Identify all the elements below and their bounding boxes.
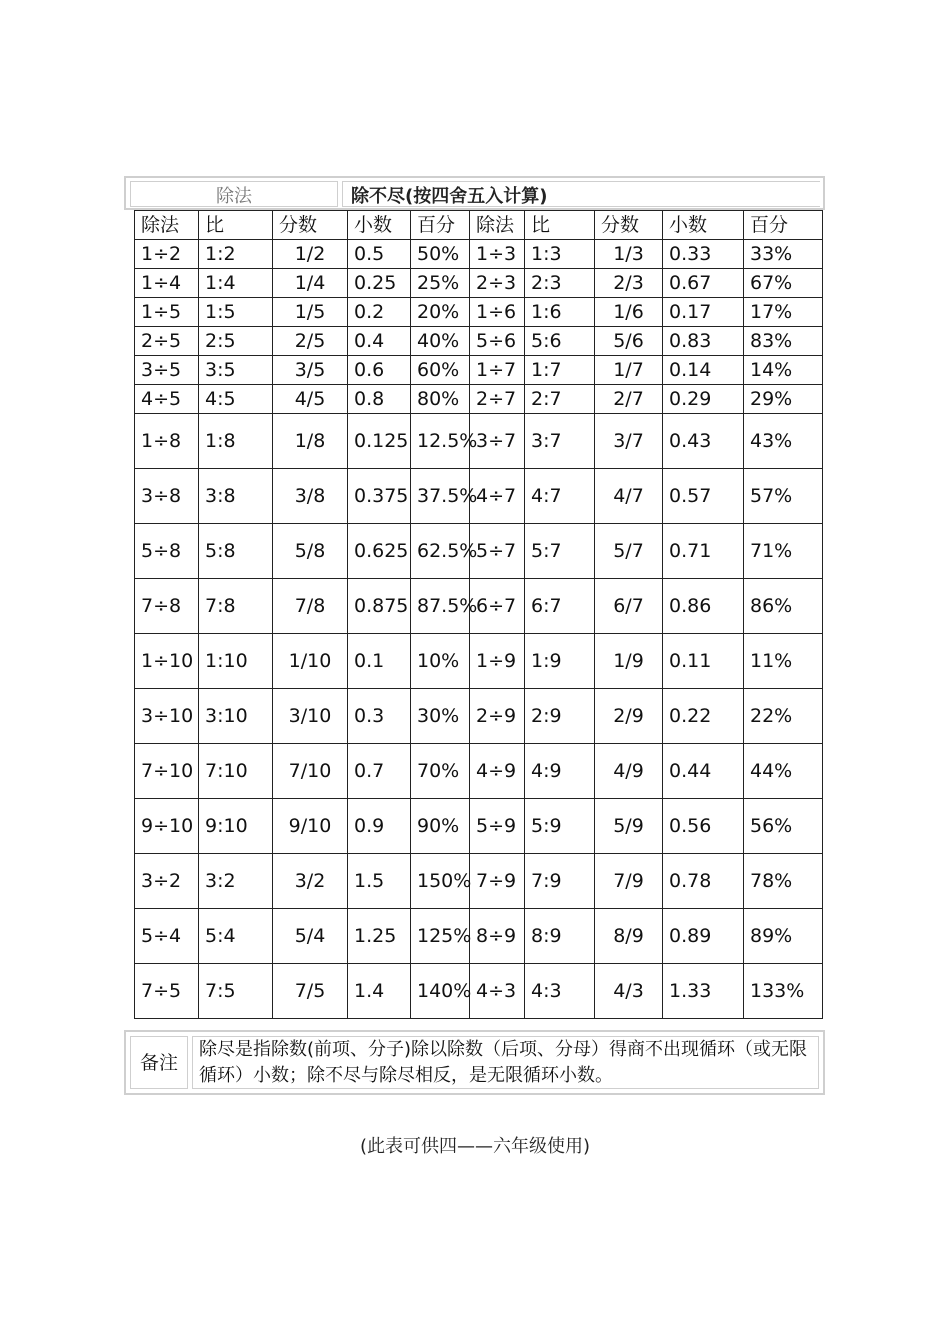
table-cell: 1:2 [199, 240, 273, 269]
table-cell: 0.71 [663, 524, 744, 579]
table-cell: 5÷7 [470, 524, 525, 579]
header-cell: 百分 [411, 211, 470, 240]
table-row [135, 744, 823, 799]
table-row [135, 327, 823, 356]
table-cell: 5÷9 [470, 799, 525, 854]
table-cell: 0.2 [348, 298, 411, 327]
table-cell: 0.56 [663, 799, 744, 854]
table-cell: 3÷10 [135, 689, 199, 744]
table-cell: 1÷10 [135, 634, 199, 689]
table-cell: 3/8 [273, 469, 348, 524]
table-cell: 70% [411, 744, 470, 799]
header-cell: 小数 [348, 211, 411, 240]
table-cell: 7/5 [273, 964, 348, 1019]
table-cell: 3÷2 [135, 854, 199, 909]
table-cell: 0.43 [663, 414, 744, 469]
table-cell: 44% [744, 744, 823, 799]
table-cell: 5:9 [525, 799, 595, 854]
table-cell: 3:7 [525, 414, 595, 469]
table-cell: 4:9 [525, 744, 595, 799]
table-cell: 1/6 [595, 298, 663, 327]
table-cell: 7÷5 [135, 964, 199, 1019]
table-cell: 0.375 [348, 469, 411, 524]
table-cell: 4/7 [595, 469, 663, 524]
table-cell: 3÷7 [470, 414, 525, 469]
table-cell: 5/9 [595, 799, 663, 854]
table-cell: 56% [744, 799, 823, 854]
table-cell: 7/9 [595, 854, 663, 909]
table-cell: 0.25 [348, 269, 411, 298]
table-cell: 4:3 [525, 964, 595, 1019]
table-row [135, 414, 823, 469]
table-cell: 37.5% [411, 469, 470, 524]
table-cell: 20% [411, 298, 470, 327]
table-row [135, 854, 823, 909]
table-cell: 8÷9 [470, 909, 525, 964]
table-cell: 30% [411, 689, 470, 744]
table-cell: 0.6 [348, 356, 411, 385]
table-cell: 17% [744, 298, 823, 327]
table-cell: 89% [744, 909, 823, 964]
table-row [135, 269, 823, 298]
table-cell: 1/5 [273, 298, 348, 327]
table-cell: 3/10 [273, 689, 348, 744]
table-cell: 1/10 [273, 634, 348, 689]
table-cell: 8:9 [525, 909, 595, 964]
table-cell: 0.7 [348, 744, 411, 799]
table-cell: 0.44 [663, 744, 744, 799]
table-cell: 2/9 [595, 689, 663, 744]
table-row [135, 469, 823, 524]
table-cell: 7:9 [525, 854, 595, 909]
table-row [135, 240, 823, 269]
table-row [135, 689, 823, 744]
header-cell: 比 [199, 211, 273, 240]
table-cell: 7÷10 [135, 744, 199, 799]
table-cell: 3/7 [595, 414, 663, 469]
table-cell: 1÷5 [135, 298, 199, 327]
table-cell: 1/4 [273, 269, 348, 298]
table-cell: 1÷3 [470, 240, 525, 269]
table-cell: 3÷5 [135, 356, 199, 385]
table-cell: 3:5 [199, 356, 273, 385]
table-cell: 4÷9 [470, 744, 525, 799]
table-cell: 83% [744, 327, 823, 356]
table-cell: 7÷9 [470, 854, 525, 909]
table-cell: 5÷8 [135, 524, 199, 579]
table-cell: 25% [411, 269, 470, 298]
table-cell: 2/3 [595, 269, 663, 298]
table-cell: 7:5 [199, 964, 273, 1019]
table-row [135, 579, 823, 634]
table-cell: 1÷7 [470, 356, 525, 385]
table-cell: 133% [744, 964, 823, 1019]
table-cell: 78% [744, 854, 823, 909]
table-cell: 0.1 [348, 634, 411, 689]
table-cell: 2÷9 [470, 689, 525, 744]
header-cell: 小数 [663, 211, 744, 240]
table-cell: 2÷7 [470, 385, 525, 414]
table-cell: 6÷7 [470, 579, 525, 634]
table-cell: 4/5 [273, 385, 348, 414]
table-cell: 3:8 [199, 469, 273, 524]
table-cell: 0.86 [663, 579, 744, 634]
table-cell: 6/7 [595, 579, 663, 634]
table-cell: 7/10 [273, 744, 348, 799]
header-cell: 分数 [595, 211, 663, 240]
table-cell: 62.5% [411, 524, 470, 579]
table-row [135, 524, 823, 579]
table-cell: 71% [744, 524, 823, 579]
table-cell: 43% [744, 414, 823, 469]
table-cell: 1.4 [348, 964, 411, 1019]
table-cell: 9÷10 [135, 799, 199, 854]
table-cell: 1÷8 [135, 414, 199, 469]
table-cell: 67% [744, 269, 823, 298]
header-cell: 比 [525, 211, 595, 240]
header-cell: 百分 [744, 211, 823, 240]
header-cell: 分数 [273, 211, 348, 240]
table-cell: 0.89 [663, 909, 744, 964]
table-cell: 0.67 [663, 269, 744, 298]
table-cell: 150% [411, 854, 470, 909]
table-cell: 0.83 [663, 327, 744, 356]
table-cell: 0.29 [663, 385, 744, 414]
table-cell: 1:8 [199, 414, 273, 469]
table-cell: 0.875 [348, 579, 411, 634]
table-cell: 2:3 [525, 269, 595, 298]
table-cell: 6:7 [525, 579, 595, 634]
table-cell: 12.5% [411, 414, 470, 469]
table-cell: 3:10 [199, 689, 273, 744]
table-cell: 1:4 [199, 269, 273, 298]
table-cell: 60% [411, 356, 470, 385]
table-cell: 125% [411, 909, 470, 964]
table-cell: 1:5 [199, 298, 273, 327]
table-cell: 5:4 [199, 909, 273, 964]
table-cell: 14% [744, 356, 823, 385]
table-row [135, 298, 823, 327]
title-divisible: 除法 [130, 181, 338, 207]
table-cell: 1.5 [348, 854, 411, 909]
header-cell: 除法 [135, 211, 199, 240]
table-cell: 2÷3 [470, 269, 525, 298]
table-cell: 0.4 [348, 327, 411, 356]
table-cell: 33% [744, 240, 823, 269]
table-row [135, 634, 823, 689]
table-cell: 4/3 [595, 964, 663, 1019]
table-cell: 1:9 [525, 634, 595, 689]
table-cell: 22% [744, 689, 823, 744]
table-cell: 50% [411, 240, 470, 269]
table-cell: 0.9 [348, 799, 411, 854]
table-row [135, 964, 823, 1019]
table-cell: 0.125 [348, 414, 411, 469]
table-cell: 4:5 [199, 385, 273, 414]
note-band [124, 1030, 825, 1095]
table-cell: 8/9 [595, 909, 663, 964]
header-row [135, 211, 823, 240]
table-cell: 0.14 [663, 356, 744, 385]
table-cell: 0.33 [663, 240, 744, 269]
table-cell: 1/9 [595, 634, 663, 689]
header-cell: 除法 [470, 211, 525, 240]
table-cell: 7:8 [199, 579, 273, 634]
table-cell: 7÷8 [135, 579, 199, 634]
table-cell: 90% [411, 799, 470, 854]
table-cell: 0.3 [348, 689, 411, 744]
table-cell: 1:10 [199, 634, 273, 689]
table-cell: 5/7 [595, 524, 663, 579]
table-cell: 1:7 [525, 356, 595, 385]
table-cell: 1.33 [663, 964, 744, 1019]
table-cell: 4:7 [525, 469, 595, 524]
table-cell: 5÷6 [470, 327, 525, 356]
table-cell: 1÷2 [135, 240, 199, 269]
table-cell: 10% [411, 634, 470, 689]
table-cell: 0.8 [348, 385, 411, 414]
table-cell: 1÷9 [470, 634, 525, 689]
table-cell: 40% [411, 327, 470, 356]
table-cell: 7/8 [273, 579, 348, 634]
table-cell: 1/3 [595, 240, 663, 269]
conversion-table [134, 210, 823, 1019]
table-cell: 1÷6 [470, 298, 525, 327]
table-row [135, 909, 823, 964]
table-cell: 3:2 [199, 854, 273, 909]
table-cell: 4÷3 [470, 964, 525, 1019]
table-cell: 5/4 [273, 909, 348, 964]
table-cell: 2:9 [525, 689, 595, 744]
table-cell: 5/8 [273, 524, 348, 579]
table-cell: 140% [411, 964, 470, 1019]
table-row [135, 799, 823, 854]
table-title-band [124, 176, 825, 210]
footer-note: (此表可供四——六年级使用) [359, 1136, 591, 1157]
table-row [135, 385, 823, 414]
table-cell: 0.5 [348, 240, 411, 269]
table-cell: 5:7 [525, 524, 595, 579]
table-cell: 0.625 [348, 524, 411, 579]
table-cell: 2/5 [273, 327, 348, 356]
table-cell: 80% [411, 385, 470, 414]
table-cell: 1/7 [595, 356, 663, 385]
note-label: 备注 [130, 1036, 188, 1089]
table-cell: 9/10 [273, 799, 348, 854]
table-cell: 1÷4 [135, 269, 199, 298]
table-cell: 4/9 [595, 744, 663, 799]
table-cell: 3/5 [273, 356, 348, 385]
table-row [135, 356, 823, 385]
table-cell: 57% [744, 469, 823, 524]
table-cell: 5:6 [525, 327, 595, 356]
table-cell: 1.25 [348, 909, 411, 964]
table-cell: 2:7 [525, 385, 595, 414]
table-cell: 9:10 [199, 799, 273, 854]
title-not-divisible: 除不尽(按四舍五入计算) [342, 181, 820, 207]
table-cell: 3/2 [273, 854, 348, 909]
table-cell: 5:8 [199, 524, 273, 579]
table-cell: 2:5 [199, 327, 273, 356]
table-cell: 11% [744, 634, 823, 689]
table-cell: 0.78 [663, 854, 744, 909]
table-cell: 2/7 [595, 385, 663, 414]
table-cell: 1:3 [525, 240, 595, 269]
table-cell: 1/2 [273, 240, 348, 269]
table-cell: 0.57 [663, 469, 744, 524]
table-cell: 4÷5 [135, 385, 199, 414]
table-cell: 0.11 [663, 634, 744, 689]
table-cell: 0.17 [663, 298, 744, 327]
table-cell: 1:6 [525, 298, 595, 327]
table-cell: 87.5% [411, 579, 470, 634]
table-cell: 3÷8 [135, 469, 199, 524]
table-cell: 1/8 [273, 414, 348, 469]
table-cell: 4÷7 [470, 469, 525, 524]
table-cell: 7:10 [199, 744, 273, 799]
table-cell: 0.22 [663, 689, 744, 744]
table-cell: 5/6 [595, 327, 663, 356]
table-cell: 29% [744, 385, 823, 414]
table-cell: 2÷5 [135, 327, 199, 356]
table-cell: 5÷4 [135, 909, 199, 964]
note-text: 除尽是指除数(前项、分子)除以除数（后项、分母）得商不出现循环（或无限循环）小数；除不尽与除尽相反，是无限循环小数。 [192, 1036, 819, 1089]
table-cell: 86% [744, 579, 823, 634]
